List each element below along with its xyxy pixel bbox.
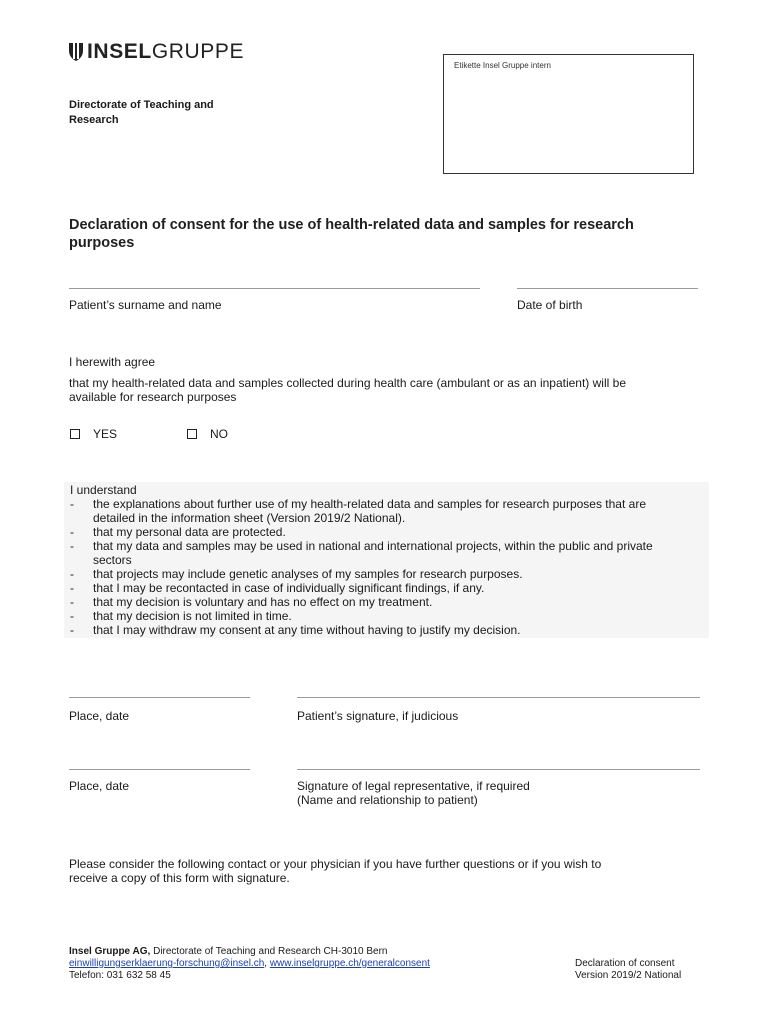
understand-item-4: - that projects may include genetic analyses of my samples for research purposes. xyxy=(93,567,523,581)
understand-item-3-line-2: sectors xyxy=(93,553,132,567)
place-date-line-2[interactable] xyxy=(69,769,250,770)
patient-name-line[interactable] xyxy=(69,288,480,289)
place-date-label-2: Place, date xyxy=(69,779,130,793)
yes-checkbox[interactable] xyxy=(70,429,80,439)
internal-label-box xyxy=(443,54,694,174)
understand-item xyxy=(70,595,700,609)
insel-gruppe-logo xyxy=(68,41,244,62)
no-label: NO xyxy=(210,427,228,441)
patient-signature-line[interactable] xyxy=(297,697,700,698)
contact-note-line-1: Please consider the following contact or your physician if you have further questions or if you wish to xyxy=(69,857,602,871)
agree-text xyxy=(69,376,709,404)
understand-list xyxy=(70,497,700,637)
understand-item xyxy=(70,623,700,637)
logo-bold-text: INSEL xyxy=(87,40,152,63)
footer-links-line xyxy=(69,958,430,970)
understand-item xyxy=(70,525,700,539)
footer-doc-version: Version 2019/2 National xyxy=(575,970,682,981)
footer-phone: Telefon: 031 632 58 45 xyxy=(69,970,171,981)
legal-rep-label-line-2: (Name and relationship to patient) xyxy=(297,793,478,807)
understand-item-8: - that I may withdraw my consent at any time without having to justify my decision. xyxy=(93,623,521,637)
patient-name-label: Patient’s surname and name xyxy=(69,298,222,312)
understand-item xyxy=(70,581,700,595)
title-line-1: Declaration of consent for the use of health-related data and samples for research xyxy=(69,217,634,233)
label-box-caption: Etikette Insel Gruppe intern xyxy=(454,61,551,70)
footer-company: Insel Gruppe AG, xyxy=(69,946,151,957)
understand-item-7: - that my decision is not limited in time. xyxy=(93,609,292,623)
legal-representative-label xyxy=(297,779,530,807)
understand-item-1-line-1: - the explanations about further use of my health-related data and samples for research purposes that are xyxy=(93,497,646,511)
understand-item-3-line-1: - that my data and samples may be used in national and international projects, within the public and private xyxy=(93,539,653,553)
footer-contact xyxy=(69,946,430,982)
understand-item xyxy=(70,539,700,567)
logo-wordmark xyxy=(87,41,244,62)
understand-item-6: - that my decision is voluntary and has no effect on my treatment. xyxy=(93,595,433,609)
patient-signature-label: Patient’s signature, if judicious xyxy=(297,709,459,723)
date-of-birth-label: Date of birth xyxy=(517,298,583,312)
department-line-1: Directorate of Teaching and xyxy=(69,99,214,111)
department xyxy=(69,98,269,128)
understand-item xyxy=(70,497,700,525)
insel-logo-icon xyxy=(68,42,84,62)
agree-text-line-2: available for research purposes xyxy=(69,390,237,404)
agree-heading: I herewith agree xyxy=(69,355,156,369)
place-date-line-1[interactable] xyxy=(69,697,250,698)
footer-document-info xyxy=(575,958,681,982)
understand-item-5: - that I may be recontacted in case of individually significant findings, if any. xyxy=(93,581,485,595)
department-line-2: Research xyxy=(69,114,119,126)
footer-address-line xyxy=(69,946,430,958)
footer-website-link[interactable]: www.inselgruppe.ch/generalconsent xyxy=(269,958,430,969)
understand-heading: I understand xyxy=(70,483,137,497)
legal-rep-label-line-1: Signature of legal representative, if required xyxy=(297,779,530,793)
understand-item-1-line-2: detailed in the information sheet (Version 2019/2 National). xyxy=(93,511,406,525)
logo-rest-text: GRUPPE xyxy=(151,40,245,63)
contact-note-line-2: receive a copy of this form with signature. xyxy=(69,871,290,885)
yes-option[interactable] xyxy=(70,427,117,441)
place-date-label-1: Place, date xyxy=(69,709,130,723)
understand-item-2: - that my personal data are protected. xyxy=(93,525,286,539)
yes-label: YES xyxy=(93,427,118,441)
footer-separator: , xyxy=(264,958,270,969)
footer-email-link[interactable]: einwilligungserklaerung-forschung@insel.ch xyxy=(69,958,265,969)
contact-note xyxy=(69,857,709,885)
title-line-2: purposes xyxy=(69,235,135,251)
agree-text-line-1: that my health-related data and samples collected during health care (ambulant or as an inpatient) will be xyxy=(69,376,626,390)
understand-item xyxy=(70,609,700,623)
footer-doc-title: Declaration of consent xyxy=(575,958,675,969)
legal-representative-signature-line[interactable] xyxy=(297,769,700,770)
understand-item xyxy=(70,567,700,581)
page-title xyxy=(69,216,709,252)
date-of-birth-line[interactable] xyxy=(517,288,698,289)
no-checkbox[interactable] xyxy=(187,429,197,439)
no-option[interactable] xyxy=(187,427,228,441)
footer-address: Directorate of Teaching and Research CH-3010 Bern xyxy=(150,946,388,957)
